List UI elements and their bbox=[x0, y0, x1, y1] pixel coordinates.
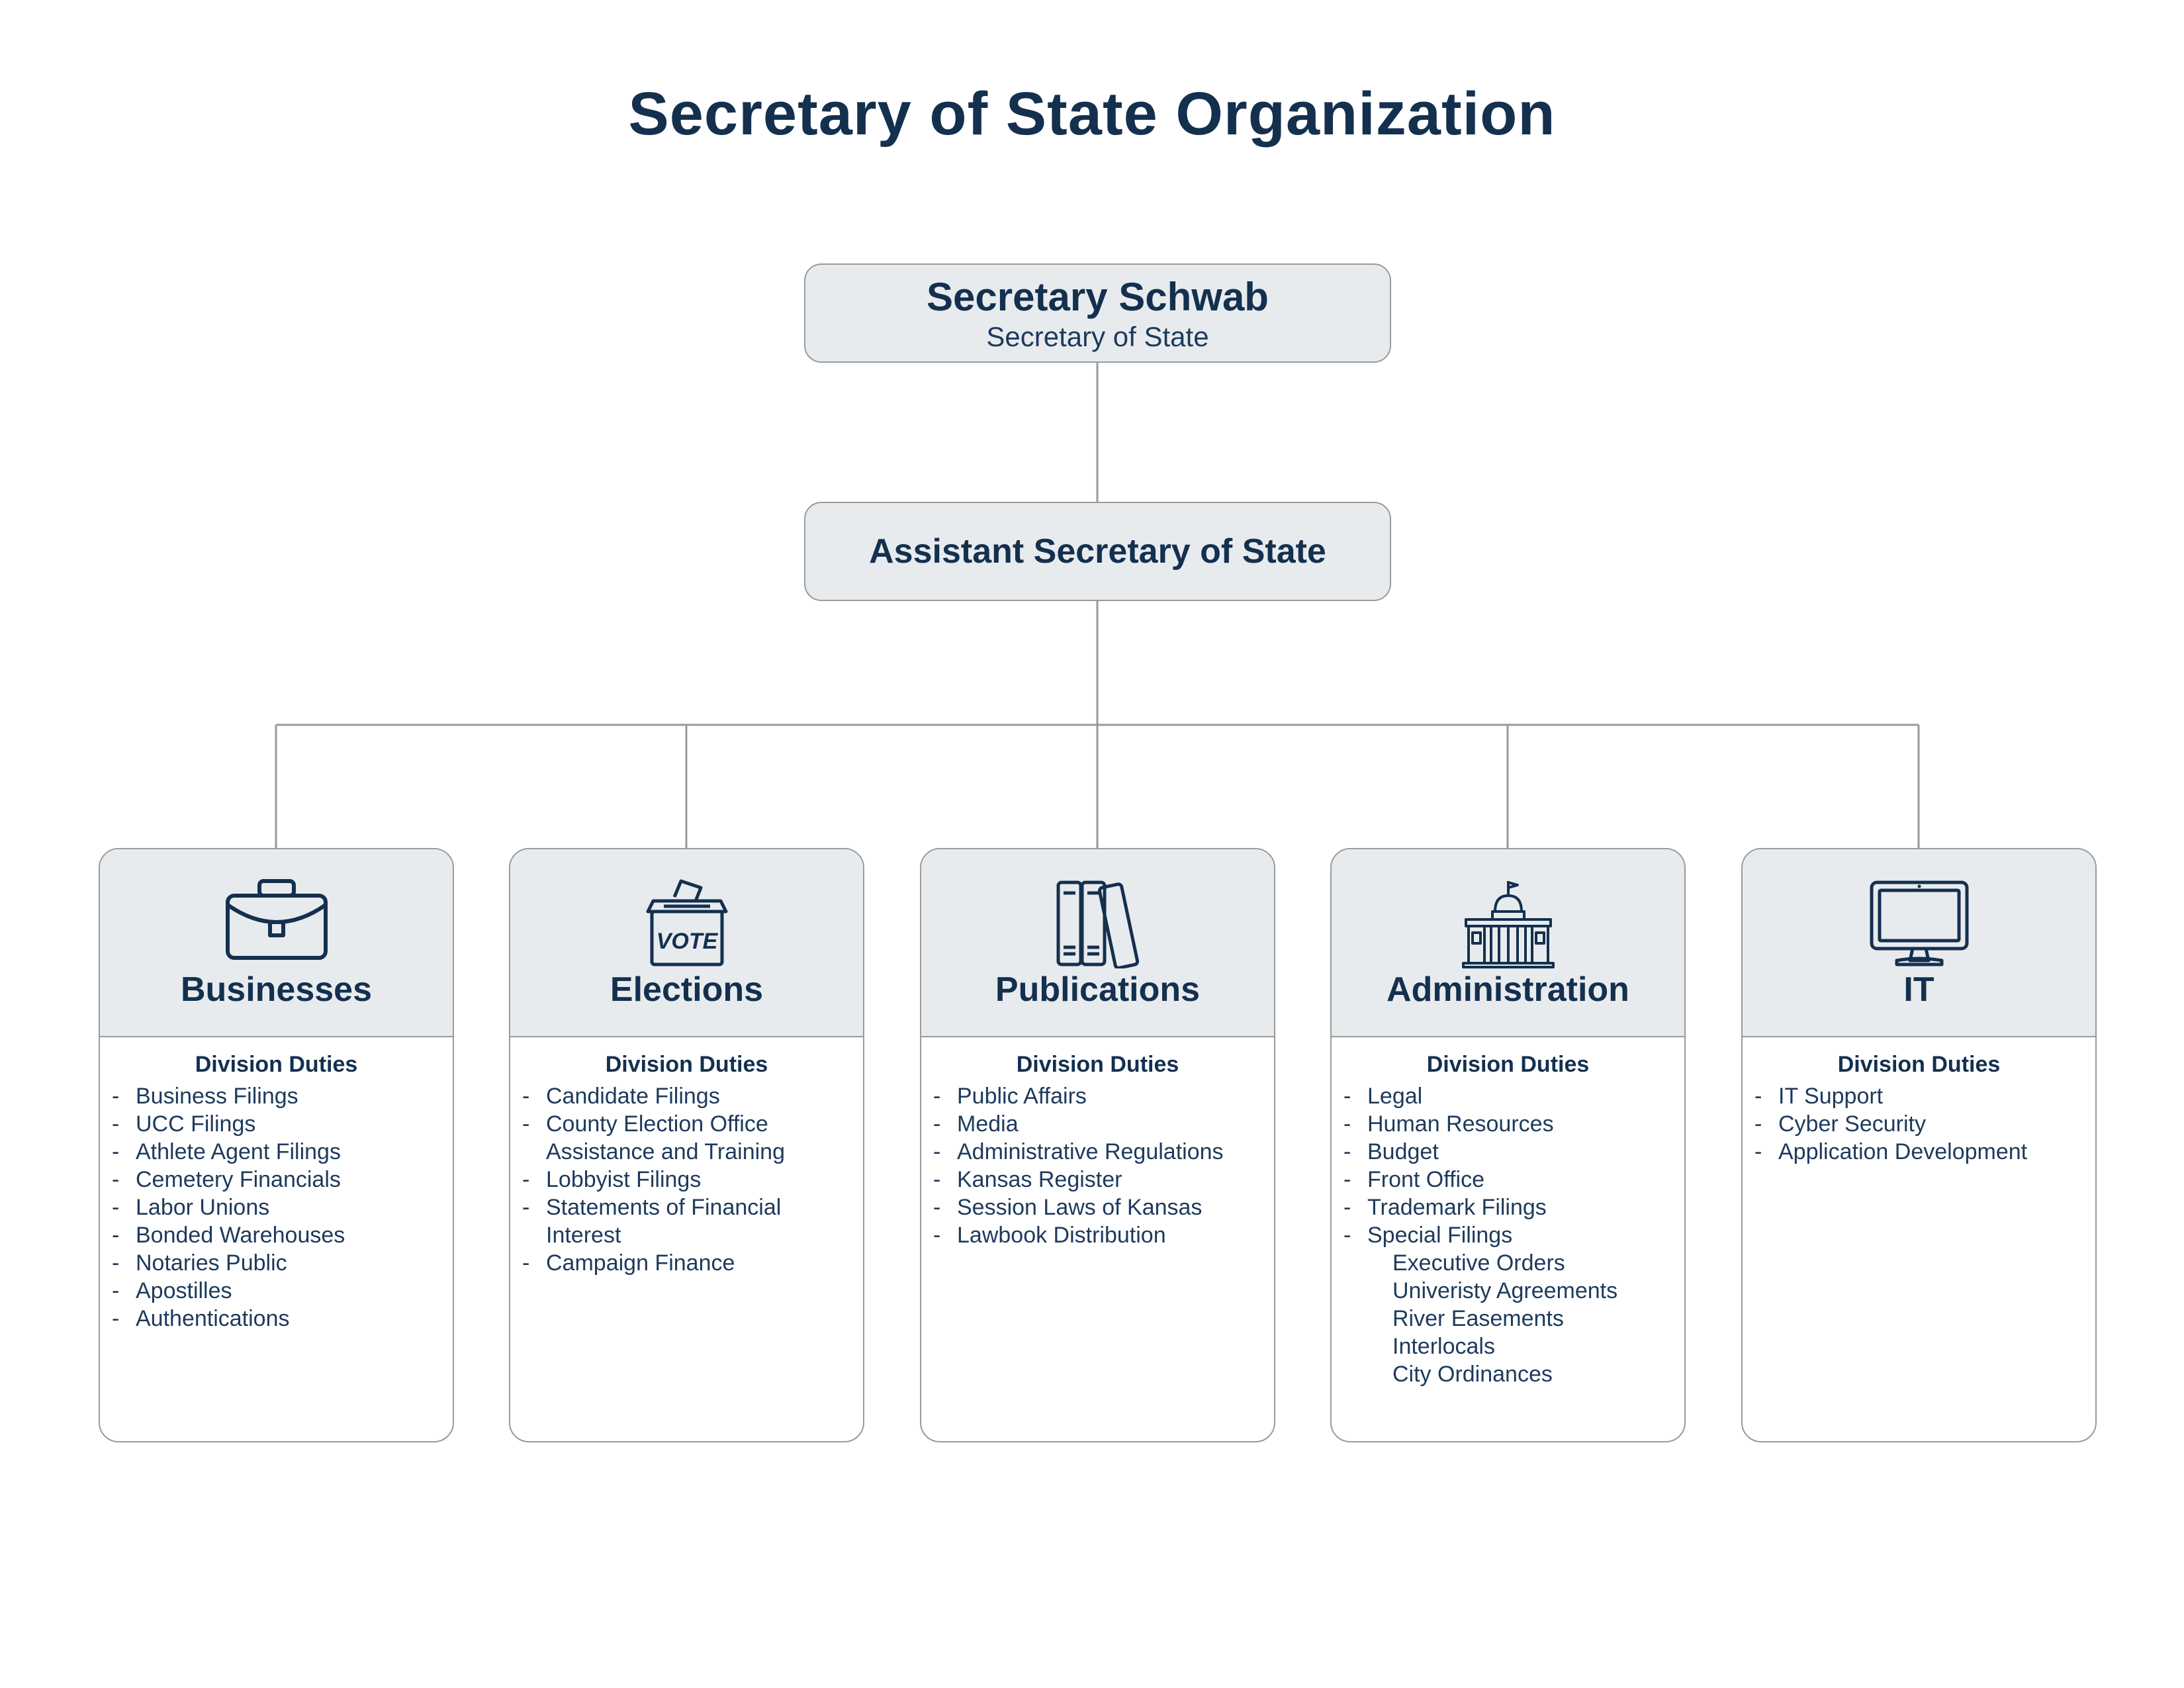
division-header bbox=[100, 849, 453, 1037]
duties-label: Division Duties bbox=[605, 1052, 768, 1077]
duty-item: - Legal bbox=[1343, 1084, 1423, 1109]
duty-item: - Kansas Register bbox=[933, 1167, 1122, 1192]
duty-item: - Authentications bbox=[112, 1306, 290, 1331]
sub-duty-item: Interlocals bbox=[1392, 1334, 1495, 1359]
division-card-elections bbox=[509, 848, 864, 1442]
ballot-box-icon bbox=[644, 878, 730, 972]
page-title: Secretary of State Organization bbox=[628, 80, 1556, 148]
secretary-name: Secretary Schwab bbox=[927, 275, 1269, 319]
duty-item: - UCC Filings bbox=[112, 1111, 256, 1137]
books-icon bbox=[1052, 878, 1144, 972]
duty-item: - Administrative Regulations bbox=[933, 1139, 1224, 1164]
division-header bbox=[510, 849, 863, 1037]
division-card-publications bbox=[920, 848, 1275, 1442]
division-title: Administration bbox=[1387, 970, 1629, 1009]
duty-item-continued: Interest bbox=[546, 1223, 621, 1248]
division-card-it bbox=[1741, 848, 2097, 1442]
duty-item: - Human Resources bbox=[1343, 1111, 1554, 1137]
duty-item: - Session Laws of Kansas bbox=[933, 1195, 1203, 1220]
duties-label: Division Duties bbox=[195, 1052, 358, 1077]
duty-item-continued: Assistance and Training bbox=[546, 1139, 785, 1164]
briefcase-icon bbox=[224, 878, 330, 965]
duty-item: - Cyber Security bbox=[1754, 1111, 1926, 1137]
vote-icon-text: VOTE bbox=[656, 929, 717, 954]
duty-item: - Statements of Financial bbox=[522, 1195, 782, 1220]
duty-item: - Trademark Filings bbox=[1343, 1195, 1547, 1220]
computer-monitor-icon bbox=[1868, 878, 1971, 972]
duty-item: - Lobbyist Filings bbox=[522, 1167, 702, 1192]
duty-item: - Campaign Finance bbox=[522, 1250, 735, 1276]
secretary-box bbox=[804, 263, 1391, 363]
duty-item: - Media bbox=[933, 1111, 1019, 1137]
division-title: IT bbox=[1903, 970, 1934, 1009]
duty-item: - County Election Office bbox=[522, 1111, 768, 1137]
duty-item: - Lawbook Distribution bbox=[933, 1223, 1166, 1248]
division-header bbox=[1743, 849, 2095, 1037]
duties-label: Division Duties bbox=[1837, 1052, 2001, 1077]
sub-duty-item: City Ordinances bbox=[1392, 1362, 1553, 1387]
duty-item: - Labor Unions bbox=[112, 1195, 270, 1220]
division-header bbox=[921, 849, 1274, 1037]
duty-item: - Candidate Filings bbox=[522, 1084, 720, 1109]
duties-label: Division Duties bbox=[1426, 1052, 1590, 1077]
division-title: Businesses bbox=[180, 970, 373, 1009]
assistant-secretary-name: Assistant Secretary of State bbox=[869, 532, 1326, 571]
duty-item: - Cemetery Financials bbox=[112, 1167, 341, 1192]
duty-item: - Notaries Public bbox=[112, 1250, 287, 1276]
duty-item: - Bonded Warehouses bbox=[112, 1223, 345, 1248]
sub-duty-item: Univeristy Agreements bbox=[1392, 1278, 1618, 1303]
duty-item: - Public Affairs bbox=[933, 1084, 1087, 1109]
duty-item: - Front Office bbox=[1343, 1167, 1484, 1192]
division-card-businesses bbox=[99, 848, 454, 1442]
duty-item: - Special Filings bbox=[1343, 1223, 1513, 1248]
duties-label: Division Duties bbox=[1016, 1052, 1179, 1077]
sub-duty-item: Executive Orders bbox=[1392, 1250, 1565, 1276]
division-title: Elections bbox=[610, 970, 764, 1009]
division-card-administration bbox=[1330, 848, 1686, 1442]
capitol-building-icon bbox=[1462, 878, 1555, 972]
division-title: Publications bbox=[995, 970, 1201, 1009]
duty-item: - Athlete Agent Filings bbox=[112, 1139, 341, 1164]
assistant-secretary-box bbox=[804, 502, 1391, 601]
duty-item: - Budget bbox=[1343, 1139, 1439, 1164]
division-header bbox=[1332, 849, 1684, 1037]
duty-item: - Business Filings bbox=[112, 1084, 298, 1109]
duty-item: - IT Support bbox=[1754, 1084, 1884, 1109]
sub-duty-item: River Easements bbox=[1392, 1306, 1564, 1331]
secretary-role: Secretary of State bbox=[986, 321, 1209, 352]
duty-item: - Application Development bbox=[1754, 1139, 2028, 1164]
duty-item: - Apostilles bbox=[112, 1278, 232, 1303]
